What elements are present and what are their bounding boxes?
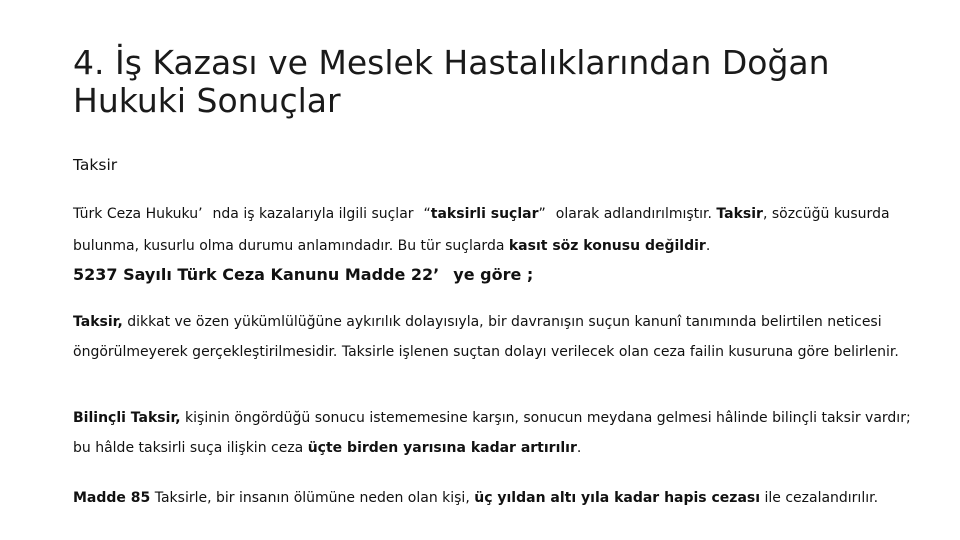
p3-text-1: kişinin öngördüğü sonucu istememesine karşın, sonucun meydana gelmesi hâlinde bilinçli taksir vardır; bu hâlde taksirli suça ilişkin ceza <box>73 410 911 456</box>
p1-text-3: olarak adlandırılmıştır. <box>555 206 717 222</box>
paragraph-taksir-definition <box>73 307 913 367</box>
p1-term-taksir: Taksir <box>716 206 763 222</box>
p1-text-1: Türk Ceza Hukuku’ <box>73 206 203 222</box>
madde-heading-text-2: ye göre ; <box>453 265 534 284</box>
p1-text-4: , sözcüğü kusurda bulunma, kusurlu olma durumu anlamındadır. Bu tür suçlarda <box>73 206 890 254</box>
slide-title <box>73 44 933 120</box>
madde-heading-text-1: 5237 Sayılı Türk Ceza Kanunu Madde 22’ <box>73 265 440 284</box>
paragraph-madde-85 <box>73 490 913 507</box>
paragraph-taksirli-suclar <box>73 198 913 262</box>
p2-text: dikkat ve özen yükümlülüğüne aykırılık dolayısıyla, bir davranışın suçun kanunî tanımında belirtilen neticesi öngörülmeyerek gerçekleştirilmesidir. Taksirle işlenen suçtan dolayı verilecek olan ceza failin kusuruna göre belirlenir. <box>73 314 899 360</box>
p1-close-quote: ” <box>538 206 546 222</box>
paragraph-bilincli-taksir <box>73 403 913 463</box>
p1-term-taksirli-suclar: taksirli suçlar <box>430 206 539 222</box>
p4-term-madde-85: Madde 85 <box>73 490 151 506</box>
title-line-2: Hukuki Sonuçlar <box>73 81 341 120</box>
p2-term-taksir: Taksir, <box>73 314 123 330</box>
p4-text-2: ile cezalandırılır. <box>760 490 879 506</box>
p3-term-ceza-artisi: üçte birden yarısına kadar artırılır <box>307 440 577 456</box>
p1-open-quote: “ <box>423 206 431 222</box>
madde-22-heading <box>73 265 913 284</box>
p4-text-1: Taksirle, bir insanın ölümüne neden olan kişi, <box>150 490 475 506</box>
p3-term-bilincli-taksir: Bilinçli Taksir, <box>73 410 181 426</box>
p3-period: . <box>576 440 582 456</box>
p1-text-2: nda iş kazalarıyla ilgili suçlar <box>212 206 414 222</box>
p4-term-hapis-cezasi: üç yıldan altı yıla kadar hapis cezası <box>474 490 761 506</box>
p1-term-kasit: kasıt söz konusu değildir <box>508 238 706 254</box>
taksir-heading: Taksir <box>73 156 118 174</box>
title-line-1: 4. İş Kazası ve Meslek Hastalıklarından Doğan <box>73 43 830 82</box>
p1-period: . <box>705 238 711 254</box>
